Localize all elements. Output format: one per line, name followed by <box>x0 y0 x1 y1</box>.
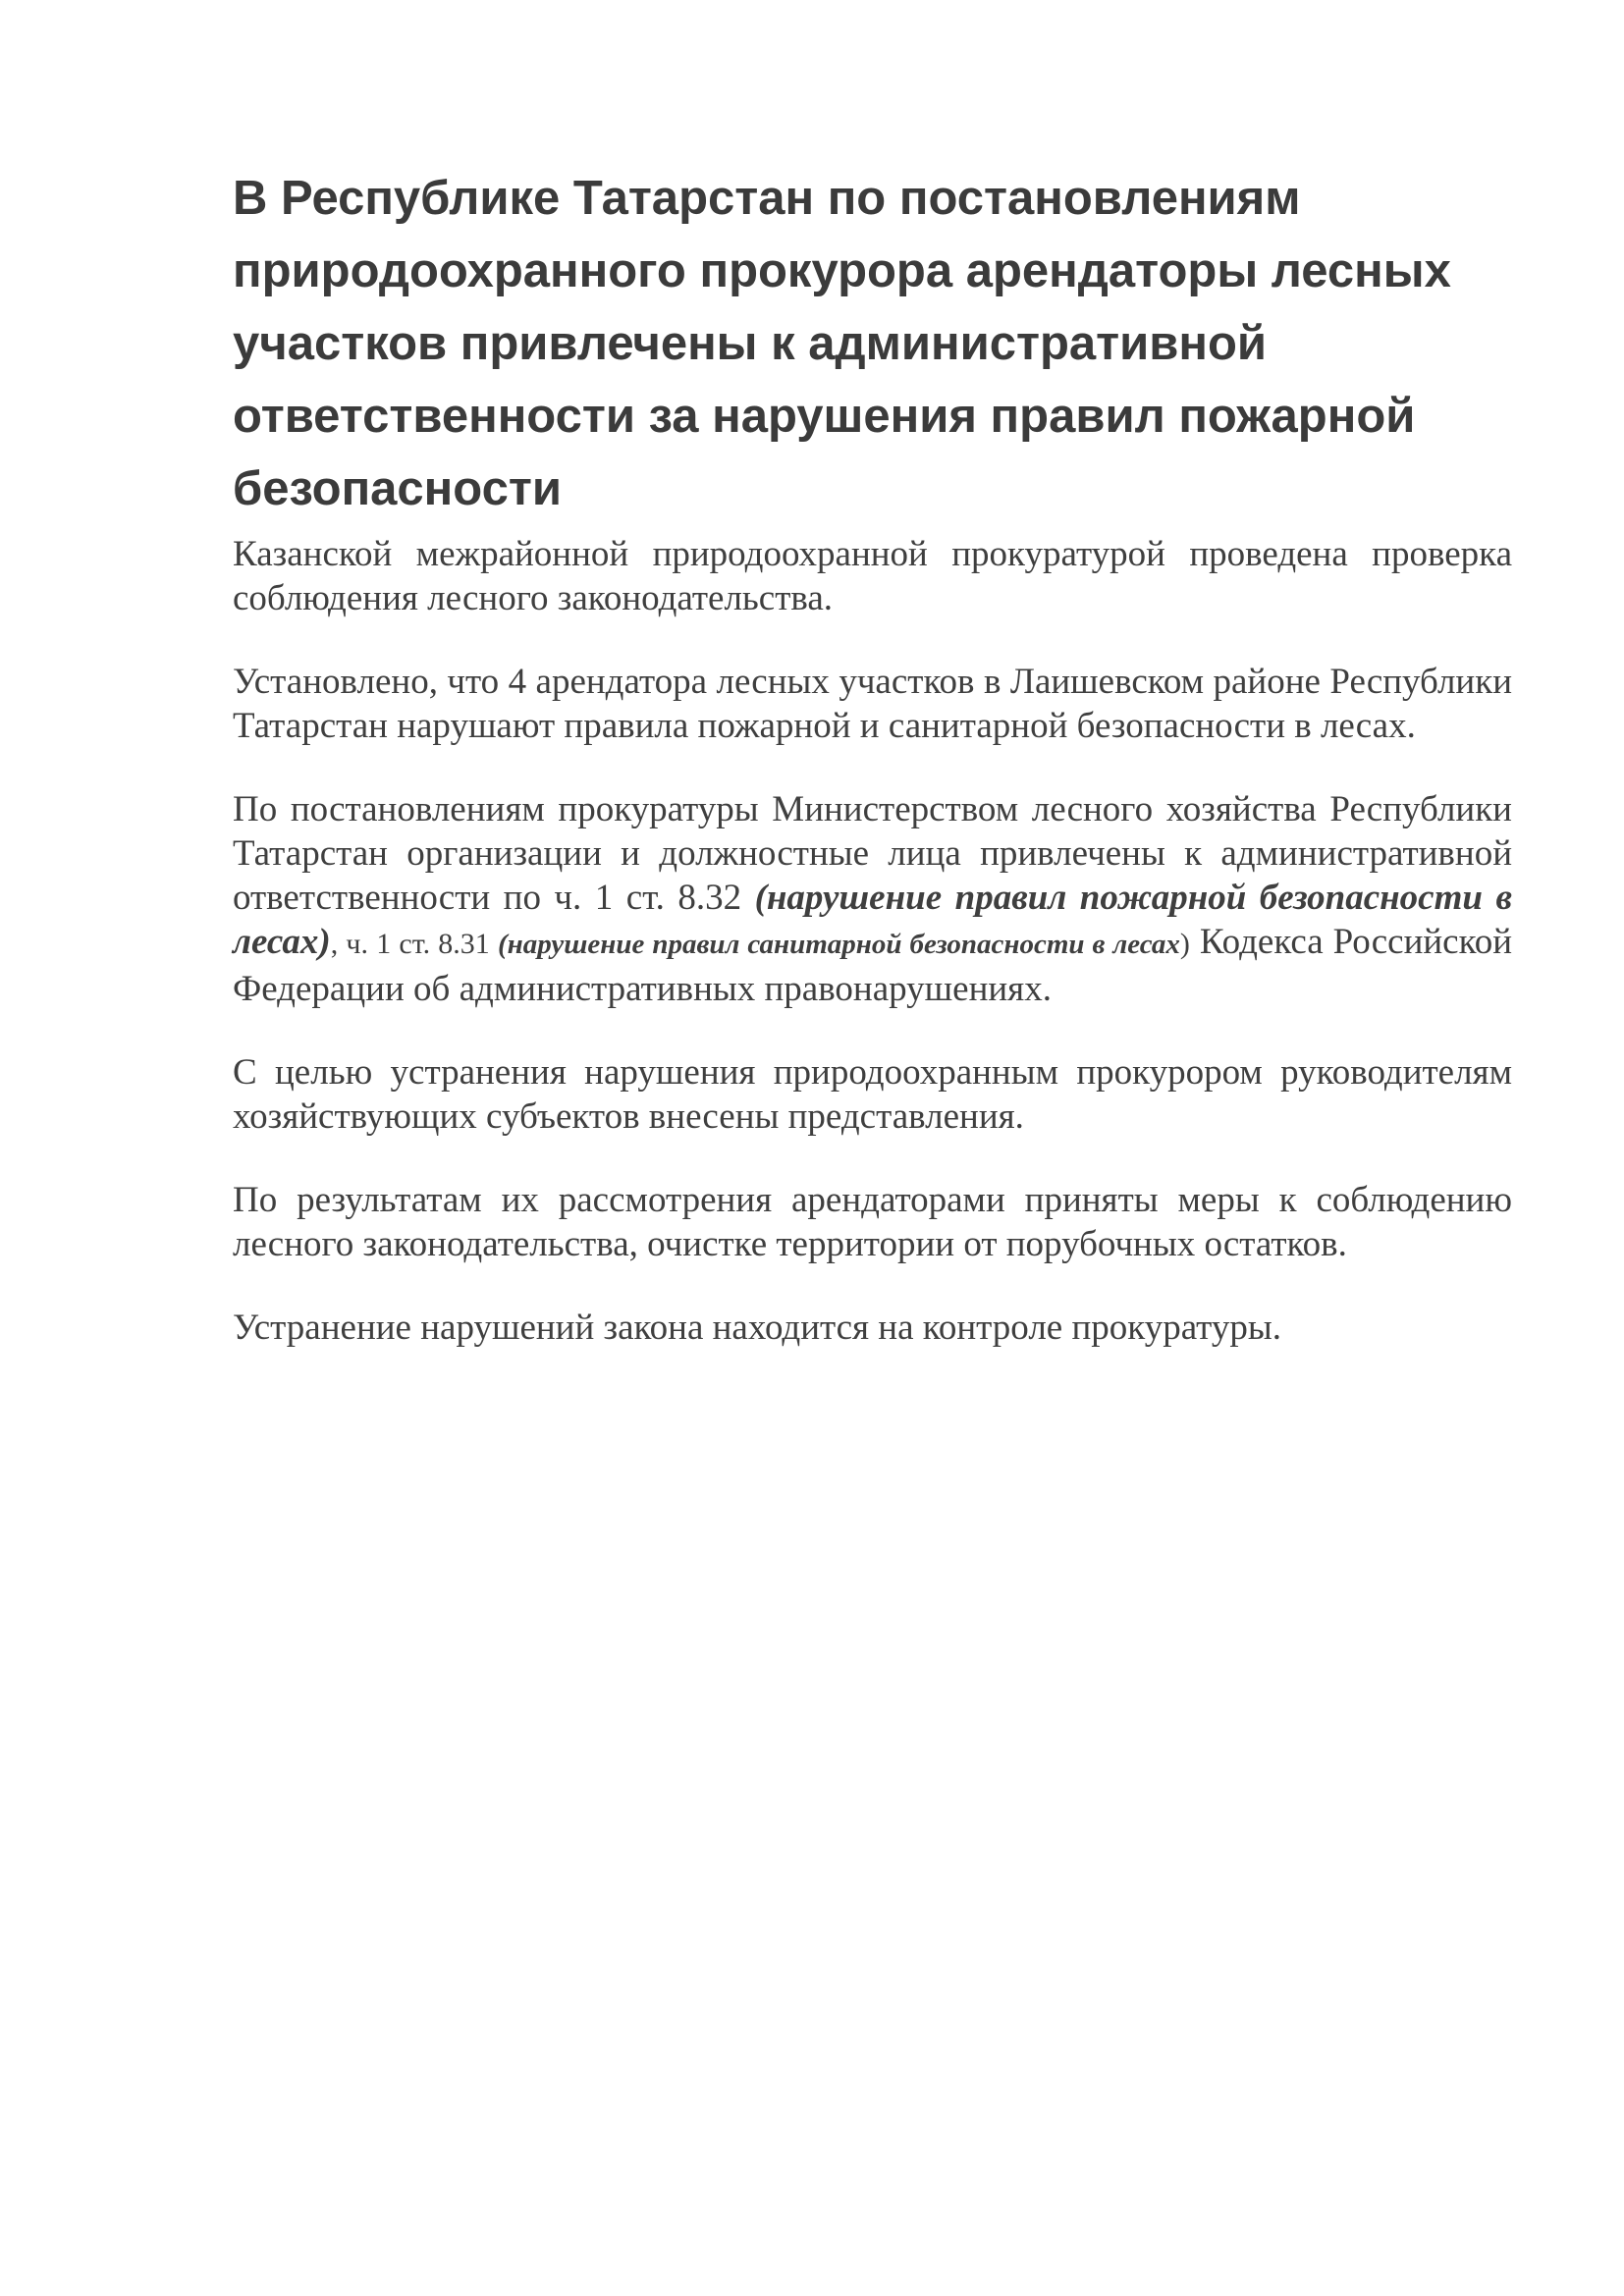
liability-text-part3: ) <box>1179 928 1190 960</box>
document-page <box>233 162 1512 1350</box>
liability-text-part4: Кодекса Российской Федерации об административных правонарушениях. <box>233 922 1512 1009</box>
liability-emphasis-fire-safety: (нарушение правил пожарной безопасности в лесах) <box>233 878 1512 962</box>
paragraph-findings: Установлено, что 4 арендатора лесных участков в Лаишевском районе Республики Татарстан нарушают правила пожарной и санитарной безопасности в лесах. <box>233 662 1512 746</box>
paragraph-liability <box>233 787 1512 1011</box>
paragraph-measures: По результатам их рассмотрения арендаторами приняты меры к соблюдению лесного законодательства, очистке территории от порубочных остатков. <box>233 1180 1512 1264</box>
paragraph-representations: С целью устранения нарушения природоохранным прокурором руководителям хозяйствующих субъектов внесены представления. <box>233 1052 1512 1137</box>
paragraph-inspection: Казанской межрайонной природоохранной прокуратурой проведена проверка соблюдения лесного законодательства. <box>233 534 1512 618</box>
liability-emphasis-sanitary-safety: (нарушение правил санитарной безопасности в лесах <box>498 929 1180 960</box>
liability-text-part1: По постановлениям прокуратуры Министерством лесного хозяйства Республики Татарстан организации и должностные лица привлечены к административной ответственности по ч. 1 ст. 8.32 <box>233 789 1512 918</box>
article-title: В Республике Татарстан по постановлениям природоохранного прокурора арендаторы лесных участков привлечены к административной ответственности за нарушения правил пожарной безопасности <box>233 172 1451 515</box>
liability-text-part2: , ч. 1 ст. 8.31 <box>330 928 498 960</box>
paragraph-control: Устранение нарушений закона находится на контроле прокуратуры. <box>233 1308 1281 1348</box>
